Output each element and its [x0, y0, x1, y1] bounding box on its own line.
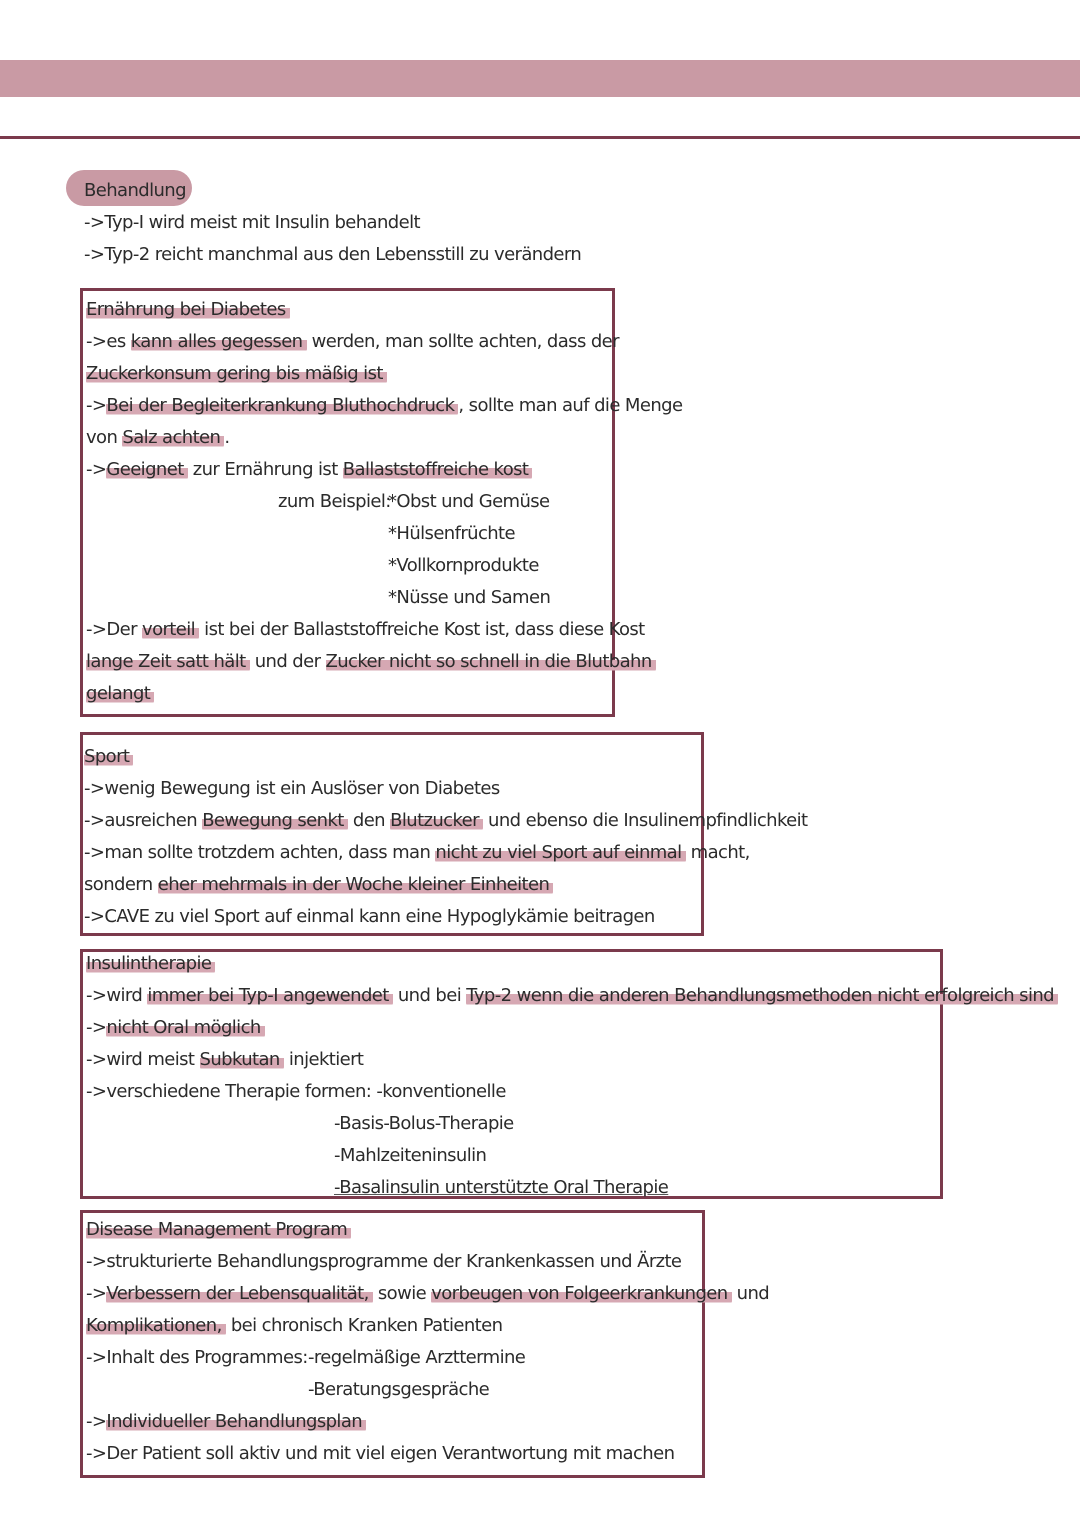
sport-line-3: ->man sollte trotzdem achten, dass man nicht zu viel Sport auf einmal macht,	[84, 842, 750, 863]
insulin-form-3: -Basalinsulin unterstützte Oral Therapie	[334, 1177, 669, 1198]
insulin-line-2: ->nicht Oral möglich	[86, 1016, 265, 1040]
ernaehrung-line-3: ->Bei der Begleiterkrankung Bluthochdruck , sollte man auf die Menge	[86, 395, 683, 416]
ernaehrung-line-5: ->Geeignet zur Ernährung ist Ballaststoffreiche kost	[86, 458, 532, 482]
dmp-line-1: ->strukturierte Behandlungsprogramme der Krankenkassen und Ärzte	[86, 1251, 682, 1272]
ernaehrung-line-2: Zuckerkonsum gering bis mäßig ist	[86, 362, 387, 386]
dmp-heading: Disease Management Program	[86, 1218, 351, 1242]
ernaehrung-line-10: ->Der vorteil ist bei der Ballaststoffreiche Kost ist, dass diese Kost	[86, 619, 645, 640]
ernaehrung-heading: Ernährung bei Diabetes	[86, 298, 290, 322]
dmp-line-7: ->Der Patient soll aktiv und mit viel eigen Verantwortung mit machen	[86, 1443, 675, 1464]
insulin-line-3: ->wird meist Subkutan injektiert	[86, 1049, 364, 1070]
insulin-line-4: ->verschiedene Therapie formen: -konventionelle	[86, 1081, 506, 1102]
sport-line-1: ->wenig Bewegung ist ein Auslöser von Diabetes	[84, 778, 500, 799]
ernaehrung-example-1: *Obst und Gemüse	[388, 491, 550, 512]
sport-heading: Sport	[84, 745, 133, 769]
dmp-line-2: ->Verbessern der Lebensqualität, sowie vorbeugen von Folgeerkrankungen und	[86, 1283, 770, 1304]
insulin-form-2: -Mahlzeiteninsulin	[334, 1145, 487, 1166]
dmp-content-2: -Beratungsgespräche	[308, 1379, 490, 1400]
dmp-line-3: Komplikationen, bei chronisch Kranken Patienten	[86, 1315, 503, 1336]
header-rule	[0, 136, 1080, 139]
ernaehrung-line-11: lange Zeit satt hält und der Zucker nicht so schnell in die Blutbahn	[86, 650, 656, 674]
ernaehrung-example-label: zum Beispiel:	[278, 491, 391, 512]
dmp-line-4: ->Inhalt des Programmes:	[86, 1347, 308, 1368]
ernaehrung-line-4: von Salz achten .	[86, 427, 230, 448]
behandlung-line-1: ->Typ-I wird meist mit Insulin behandelt	[84, 212, 420, 233]
header-band	[0, 60, 1080, 97]
ernaehrung-line-12: gelangt	[86, 682, 154, 706]
behandlung-heading: Behandlung	[84, 180, 186, 201]
insulin-form-1: -Basis-Bolus-Therapie	[334, 1113, 514, 1134]
ernaehrung-example-4: *Nüsse und Samen	[388, 587, 551, 608]
sport-line-2: ->ausreichen Bewegung senkt den Blutzucker und ebenso die Insulinempfindlichkeit	[84, 810, 808, 831]
dmp-content-1: -regelmäßige Arzttermine	[308, 1347, 526, 1368]
behandlung-line-2: ->Typ-2 reicht manchmal aus den Lebensstill zu verändern	[84, 244, 582, 265]
ernaehrung-example-2: *Hülsenfrüchte	[388, 523, 515, 544]
sport-line-5: ->CAVE zu viel Sport auf einmal kann eine Hypoglykämie beitragen	[84, 906, 655, 927]
sport-line-4: sondern eher mehrmals in der Woche kleiner Einheiten	[84, 873, 553, 897]
insulin-heading: Insulintherapie	[86, 952, 215, 976]
insulin-line-1: ->wird immer bei Typ-I angewendet und bei Typ-2 wenn die anderen Behandlungsmethoden nicht erfolgreich sind	[86, 984, 1058, 1008]
dmp-line-6: ->Individueller Behandlungsplan	[86, 1410, 366, 1434]
ernaehrung-example-3: *Vollkornprodukte	[388, 555, 539, 576]
ernaehrung-line-1: ->es kann alles gegessen werden, man sollte achten, dass der	[86, 331, 619, 352]
